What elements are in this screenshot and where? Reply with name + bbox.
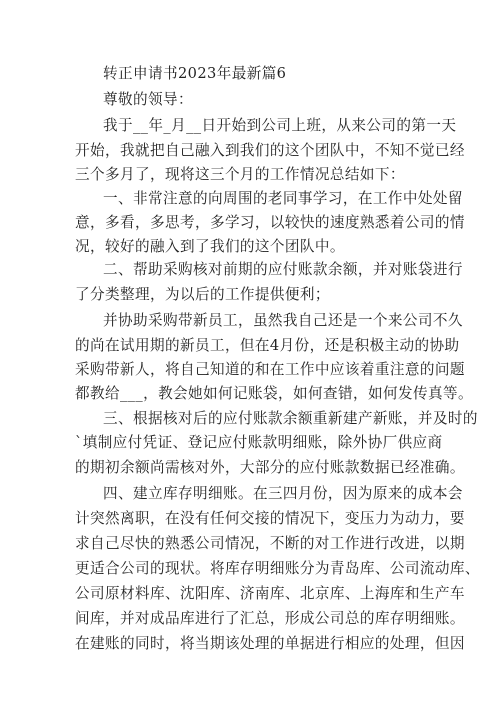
body-line: 意，多看，多思考，多学习，以较快的速度熟悉着公司的情 — [75, 214, 465, 231]
body-line: 一、非常注意的向周围的老同事学习，在工作中处处留 — [103, 190, 463, 207]
body-line: `填制应付凭证、登记应付账款明细账，除外协厂供应商 — [75, 434, 443, 451]
body-line: 都教给___，教会她如何记账袋，如何查错，如何发传真等。 — [75, 385, 473, 402]
body-line: 三个多月了，现将这三个月的工作情况总结如下： — [75, 166, 405, 183]
body-line: 的尚在试用期的新员工，但在4月份，还是积极主动的协助 — [75, 337, 460, 354]
body-line: 二、帮助采购核对前期的应付账款余额，并对账袋进行 — [103, 261, 463, 278]
body-line: 我于__年_月__日开始到公司上班，从来公司的第一天 — [103, 117, 457, 134]
body-line: 求自己尽快的熟悉公司情况，不断的对工作进行改进，以期 — [75, 535, 465, 552]
body-line: 公司原材料库、沈阳库、济南库、北京库、上海库和生产车 — [75, 585, 465, 602]
body-line: 采购带新人，将自己知道的和在工作中应该着重注意的问题 — [75, 361, 465, 378]
body-line: 的期初余额尚需核对外，大部分的应付账款数据已经准确。 — [75, 459, 465, 476]
document-title: 转正申请书2023年最新篇6 — [103, 65, 287, 82]
salutation: 尊敬的领导： — [103, 91, 193, 108]
body-line: 更适合公司的现状。将库存明细账分为青岛库、公司流动库、 — [75, 560, 480, 577]
body-line: 况，较好的融入到了我们的这个团队中。 — [75, 238, 345, 255]
body-line: 在建账的同时，将当期该处理的单据进行相应的处理，但因 — [75, 635, 465, 652]
body-line: 开始，我就把自己融入到我们的这个团队中，不知不觉已经 — [75, 142, 465, 159]
body-line: 了分类整理，为以后的工作提供便利； — [75, 286, 330, 303]
body-line: 四、建立库存明细账。在三四月份，因为原来的成本会 — [103, 485, 463, 502]
body-line: 三、根据核对后的应付账款余额重新建产新账，并及时的 — [103, 410, 478, 427]
body-line: 计突然离职，在没有任何交接的情况下，变压力为动力，要 — [75, 510, 465, 527]
body-line: 间库，并对成品库进行了汇总，形成公司总的库存明细账。 — [75, 610, 465, 627]
body-line: 并协助采购带新员工，虽然我自己还是一个来公司不久 — [103, 312, 463, 329]
